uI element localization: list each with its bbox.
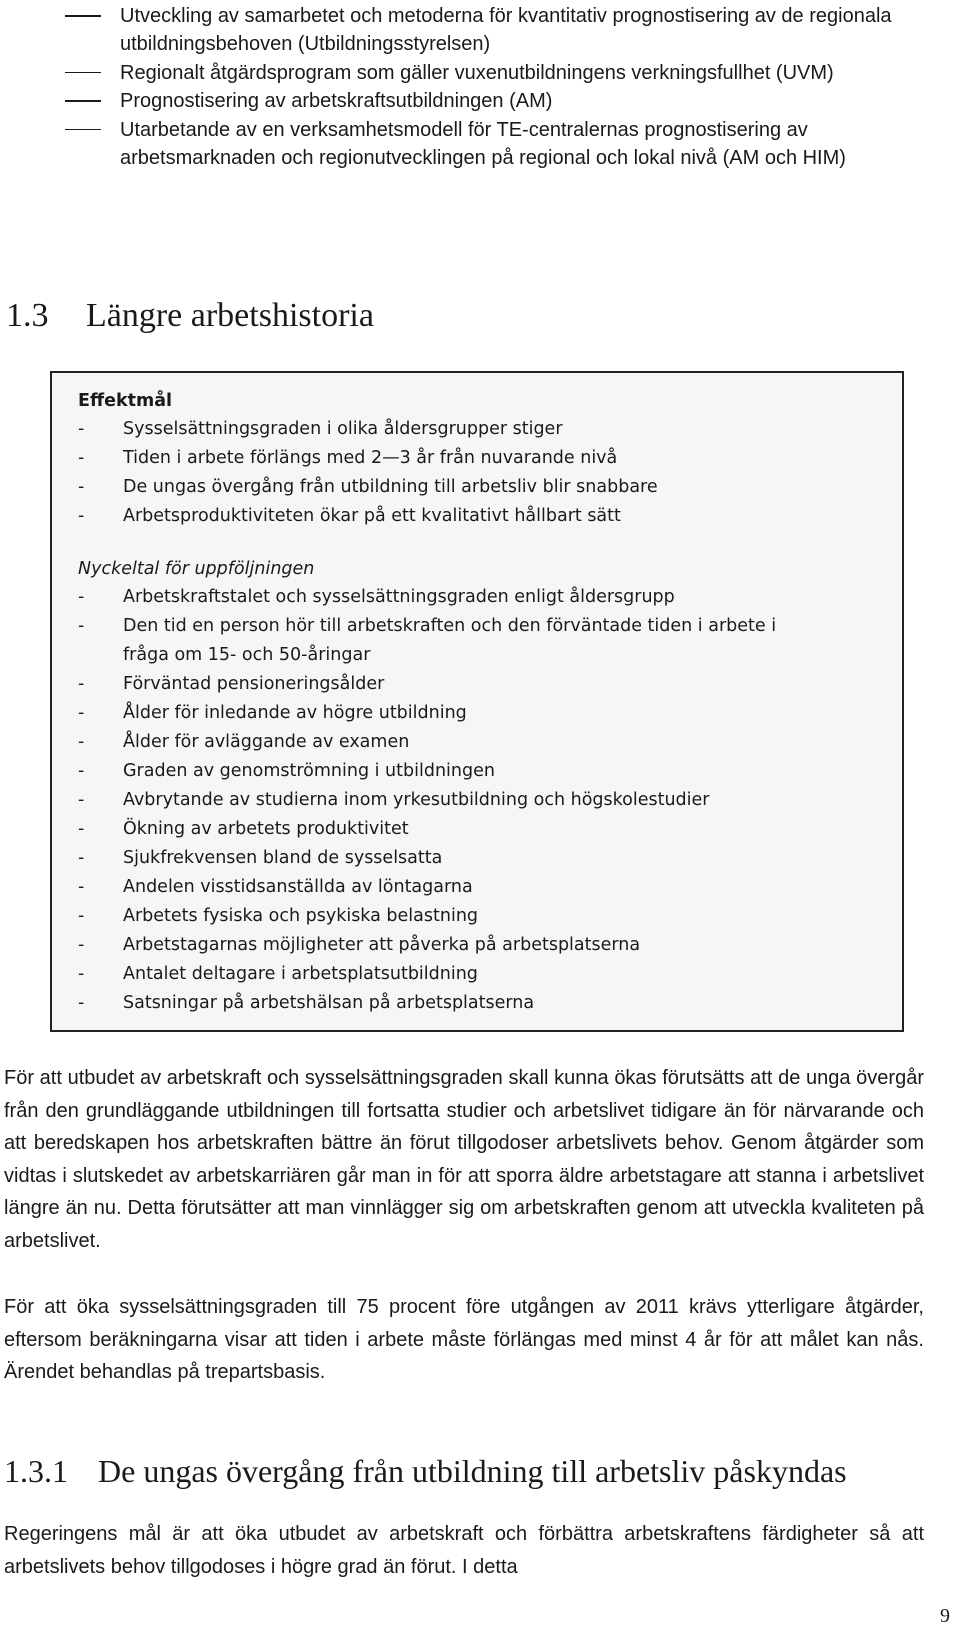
list-item [78,612,902,670]
section-number: 1.3.1 [4,1453,68,1489]
hyphen-marker: - [78,877,85,897]
list-item [78,757,902,786]
list-item-text: Antalet deltagare i arbetsplatsutbildning [123,964,478,984]
effektmal-list [78,415,902,531]
list-item-text: Andelen visstidsanställda av löntagarna [123,877,473,897]
hyphen-marker: - [78,935,85,955]
body-paragraph: För att utbudet av arbetskraft och sysselsättningsgraden skall kunna ökas förutsätts att de unga övergår från den grundläggande utbildningen till fortsatta studier och arbetslivet tidigare än för närvarande och att beredskapen hos arbetskraften bättre än förut tillgodoser arbetslivets behov. Genom åtgärder som vidtas i slutskedet av arbetskarriären går man in för att sporra äldre arbetstagare att stanna i arbetslivet längre än nu. Detta förutsätter att man vinnlägger sig om arbetskraften genom att utveckla kvaliteten på arbetslivet. [4,1067,924,1252]
list-item-text: Tiden i arbete förlängs med 2—3 år från nuvarande nivå [123,448,618,468]
list-item-text: Avbrytande av studierna inom yrkesutbildning och högskolestudier [123,790,710,810]
list-item [78,786,902,815]
list-item-text: Ålder för inledande av högre utbildning [123,703,467,723]
hyphen-marker: - [78,848,85,868]
bullet-item [65,116,925,172]
list-item-text: Förväntad pensioneringsålder [123,674,385,694]
list-item [78,815,902,844]
hyphen-marker: - [78,964,85,984]
top-bullet-list [65,2,925,172]
list-item [78,873,902,902]
hyphen-marker: - [78,506,85,526]
effektmal-label: Effektmål [78,391,173,411]
hyphen-marker: - [78,703,85,723]
list-item-text: Den tid en person hör till arbetskraften och den förväntade tiden i arbete i fråga om 15- och 50-åringar [123,616,777,665]
hyphen-marker: - [78,906,85,926]
list-item [78,931,902,960]
section-heading-1-3 [6,296,374,336]
list-item-text: Sysselsättningsgraden i olika åldersgrupper stiger [123,419,563,439]
hyphen-marker: - [78,993,85,1013]
list-item [78,728,902,757]
list-item-text: Arbetsproduktiviteten ökar på ett kvalitativt hållbart sätt [123,506,621,526]
hyphen-marker: - [78,477,85,497]
list-item-text: Arbetskraftstalet och sysselsättningsgraden enligt åldersgrupp [123,587,675,607]
dash-marker [65,100,101,102]
list-item-text: Satsningar på arbetshälsan på arbetsplatserna [123,993,535,1013]
bullet-text: Prognostisering av arbetskraftsutbildningen (AM) [120,90,553,112]
list-item [78,902,902,931]
hyphen-marker: - [78,587,85,607]
dash-marker [65,129,101,131]
hyphen-marker: - [78,732,85,752]
list-item-text: Arbetstagarnas möjligheter att påverka på arbetsplatserna [123,935,641,955]
list-item-text: Graden av genomströmning i utbildningen [123,761,495,781]
list-item-text: De ungas övergång från utbildning till arbetsliv blir snabbare [123,477,658,497]
section-title: De ungas övergång från utbildning till arbetsliv påskyndas [98,1453,847,1489]
list-item [78,989,902,1018]
goals-box [50,371,904,1032]
section-heading-1-3-1 [4,1452,847,1490]
list-item-text: Sjukfrekvensen bland de sysselsatta [123,848,443,868]
dash-marker [65,72,101,74]
body-paragraph: För att öka sysselsättningsgraden till 75 procent före utgången av 2011 krävs ytterligare åtgärder, eftersom beräkningarna visar att tiden i arbete måste förlängas med minst 4 år för att målet kan nås. Ärendet behandlas på trepartsbasis. [4,1296,924,1383]
body-paragraph: Regeringens mål är att öka utbudet av arbetskraft och förbättra arbetskraftens färdigheter så att arbetslivets behov tillgodoses i högre grad än förut. I detta [4,1523,924,1578]
hyphen-marker: - [78,819,85,839]
page-number: 9 [940,1605,950,1627]
bullet-item [65,2,925,58]
bullet-text: Regionalt åtgärdsprogram som gäller vuxenutbildningens verkningsfullhet (UVM) [120,61,834,84]
list-item [78,502,902,531]
nyckeltal-list [78,583,902,1018]
list-item [78,844,902,873]
bullet-text: Utveckling av samarbetet och metoderna för kvantitativ prognostisering av de regionala utbildningsbehoven (Utbildningsstyrelsen) [120,5,892,55]
hyphen-marker: - [78,674,85,694]
hyphen-marker: - [78,448,85,468]
list-item [78,583,902,612]
bullet-item [65,59,925,87]
nyckeltal-label: Nyckeltal för uppföljningen [78,559,315,579]
list-item [78,415,902,444]
list-item-text: Arbetets fysiska och psykiska belastning [123,906,479,926]
bullet-item [65,87,925,115]
hyphen-marker: - [78,761,85,781]
bullet-text: Utarbetande av en verksamhetsmodell för TE-centralernas prognostisering av arbetsmarknaden och regionutvecklingen på regional och lokal nivå (AM och HIM) [120,118,846,169]
list-item [78,444,902,473]
list-item-text: Ökning av arbetets produktivitet [123,819,409,839]
section-title: Längre arbetshistoria [86,297,374,334]
hyphen-marker: - [78,419,85,439]
list-item [78,473,902,502]
hyphen-marker: - [78,790,85,810]
list-item [78,960,902,989]
list-item [78,670,902,699]
hyphen-marker: - [78,616,85,636]
section-number: 1.3 [6,297,49,334]
list-item-text: Ålder för avläggande av examen [123,732,410,752]
list-item [78,699,902,728]
dash-marker [65,15,101,17]
